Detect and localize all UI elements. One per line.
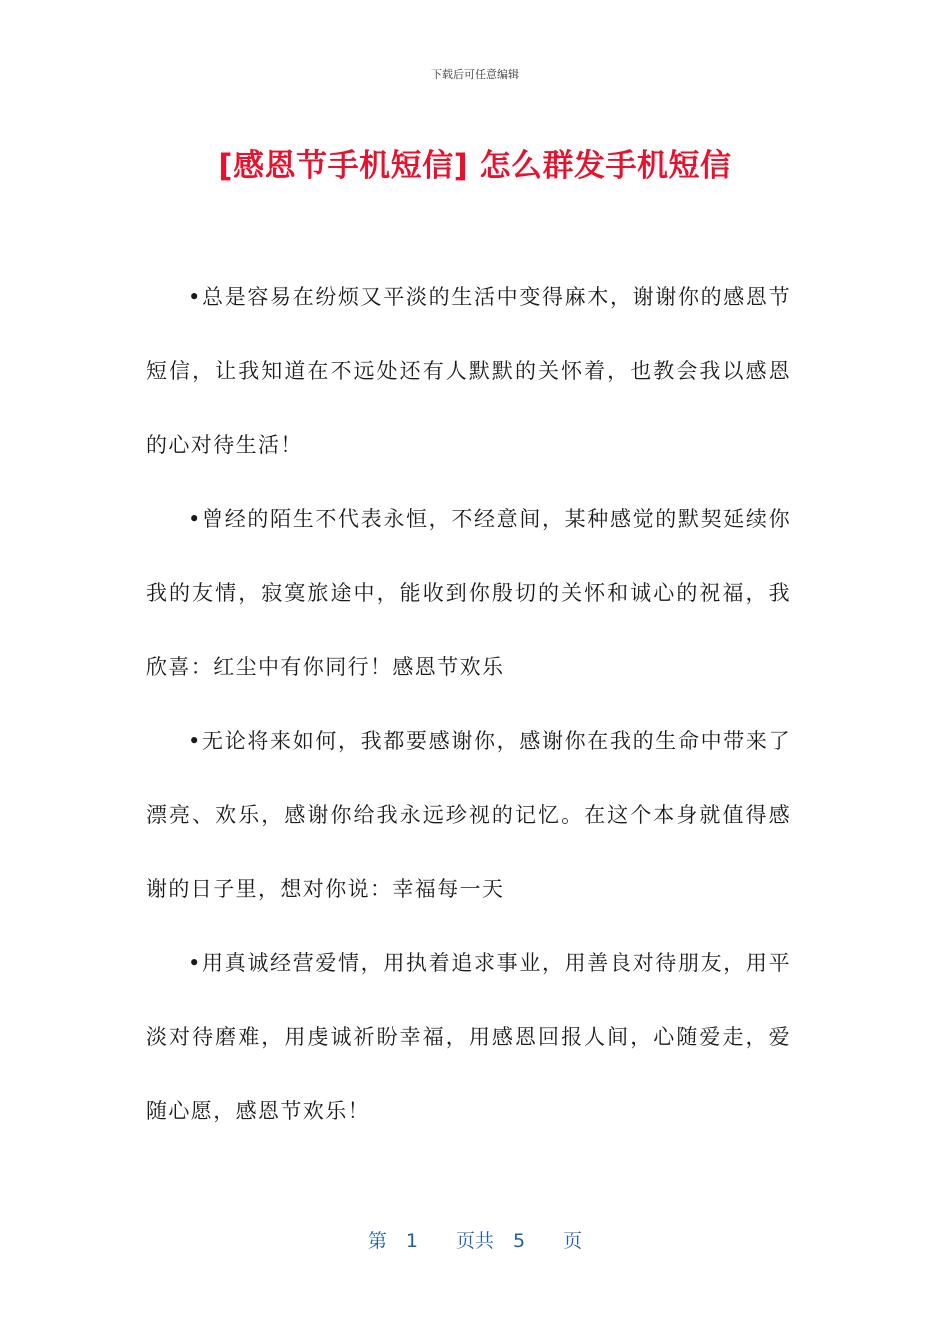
header-note: 下载后可任意编辑 — [431, 68, 519, 81]
paragraph: •总是容易在纷烦又平淡的生活中变得麻木，谢谢你的感恩节短信，让我知道在不远处还有人默默的关怀着，也教会我以感恩的心对待生活！ — [146, 285, 791, 457]
page-indicator: 第 1 页共 5 页 — [367, 1230, 583, 1252]
paragraph: •用真诚经营爱情，用执着追求事业，用善良对待朋友，用平淡对待磨难，用虔诚祈盼幸福，用感恩回报人间，心随爱走，爱随心愿，感恩节欢乐！ — [146, 951, 791, 1123]
document-body — [146, 260, 791, 1148]
document-title: [感恩节手机短信] 怎么群发手机短信 — [218, 148, 732, 184]
paragraph: •曾经的陌生不代表永恒，不经意间，某种感觉的默契延续你我的友情，寂寞旅途中，能收到你殷切的关怀和诚心的祝福，我欣喜：红尘中有你同行！感恩节欢乐 — [146, 507, 791, 679]
paragraph: •无论将来如何，我都要感谢你，感谢你在我的生命中带来了漂亮、欢乐，感谢你给我永远珍视的记忆。在这个本身就值得感谢的日子里，想对你说：幸福每一天 — [146, 729, 791, 901]
